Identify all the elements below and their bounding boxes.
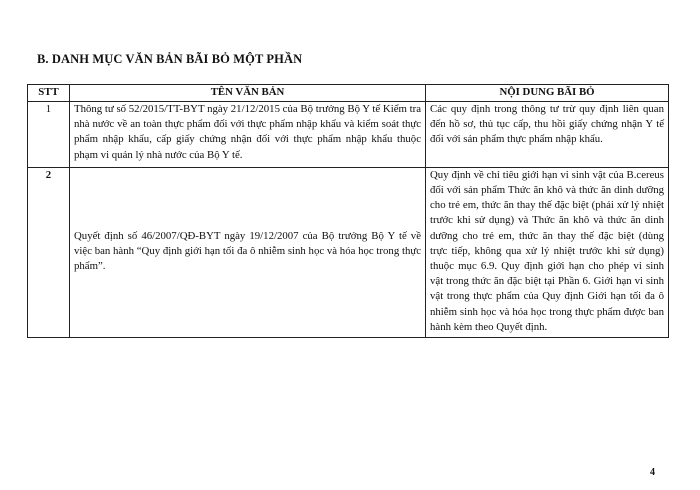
table-row — [28, 102, 669, 168]
row-repeal-content: Quy định về chỉ tiêu giới hạn vi sinh vật của B.cereus đối với sản phẩm Thức ăn khô và thức ăn dinh dưỡng cho trẻ em, thức ăn thay thế đặc biệt (phải xử lý nhiệt trước khi sử dụng) và Thức ăn khô và thức ăn dinh dưỡng cho trẻ em, thức ăn thay thế đặc biệt (dùng trực tiếp, không qua xử lý nhiệt trước khi sử dụng) thuộc mục 6.9. Quy định giới hạn cho phép vi sinh vật trong thức ăn đặc biệt tại Phần 6. Giới hạn vi sinh vật trong thực phẩm của Quy định Giới hạn tối đa ô nhiễm sinh học và hóa học trong thực phẩm được ban hành kèm theo Quyết định. — [426, 167, 669, 337]
header-document-name: TÊN VĂN BẢN — [70, 85, 426, 102]
row-document-name: Thông tư số 52/2015/TT-BYT ngày 21/12/2015 của Bộ trưởng Bộ Y tế Kiểm tra nhà nước về an toàn thực phẩm đối với thực phẩm nhập khẩu và kiểm soát thực phẩm nhập khẩu, cấp giấy chứng nhận đối với thực phẩm nhập khẩu thuộc phạm vi quản lý nhà nước của Bộ Y tế. — [70, 102, 426, 168]
header-stt: STT — [28, 85, 70, 102]
table-header-row — [28, 85, 669, 102]
table-row — [28, 167, 669, 337]
row-repeal-content: Các quy định trong thông tư trừ quy định liên quan đến hồ sơ, thủ tục cấp, thu hồi giấy chứng nhận Y tế đối với sản phẩm thực phẩm nhập khẩu. — [426, 102, 669, 168]
row-stt: 2 — [28, 167, 70, 337]
page-number: 4 — [650, 467, 655, 478]
row-document-name: Quyết định số 46/2007/QĐ-BYT ngày 19/12/2007 của Bộ trưởng Bộ Y tế về việc ban hành “Quy định giới hạn tối đa ô nhiễm sinh học và hóa học trong thực phẩm”. — [70, 167, 426, 337]
repeal-table — [27, 84, 669, 338]
section-heading: B. DANH MỤC VĂN BẢN BÃI BỎ MỘT PHẦN — [37, 52, 303, 66]
row-stt: 1 — [28, 102, 70, 168]
header-repeal-content: NỘI DUNG BÃI BỎ — [426, 85, 669, 102]
